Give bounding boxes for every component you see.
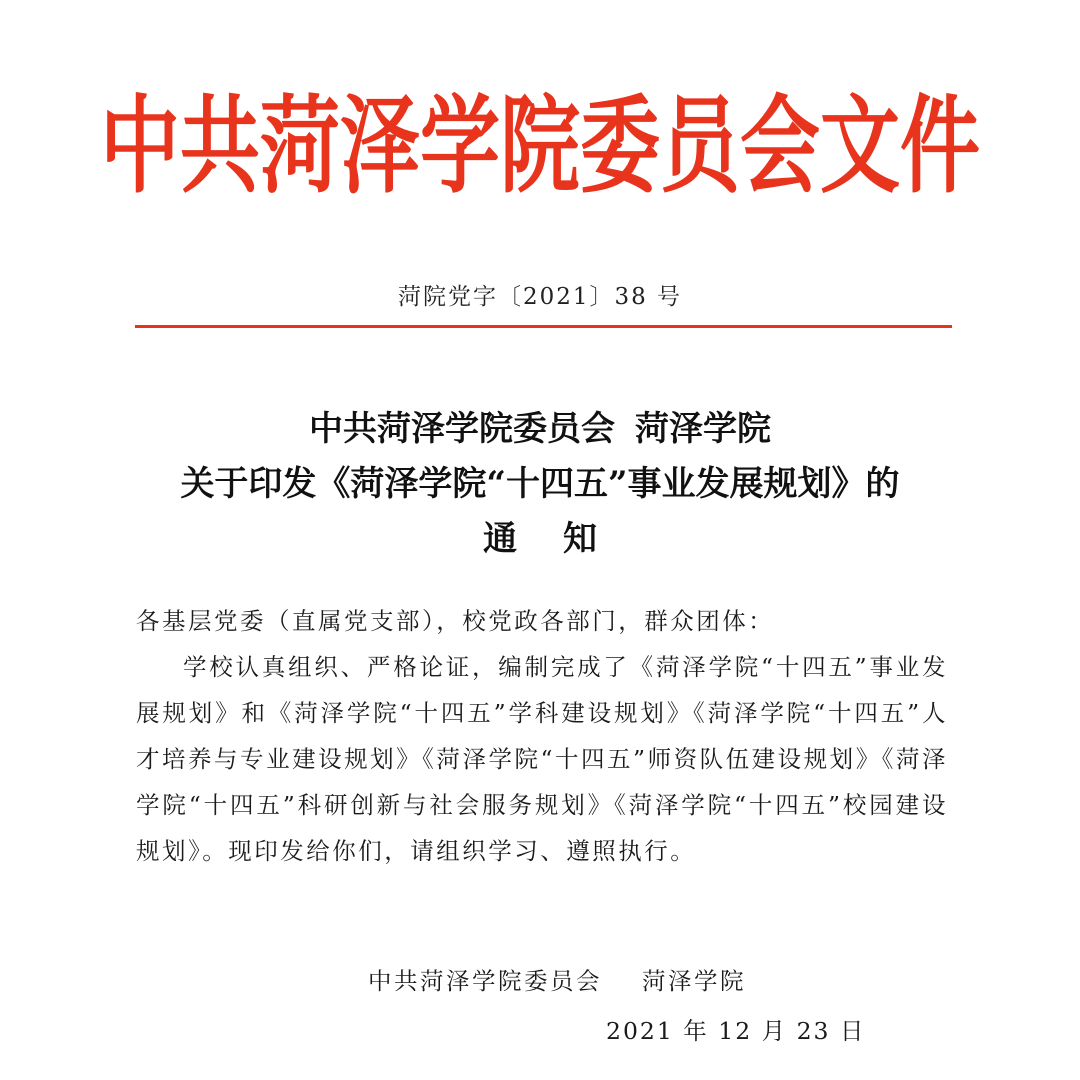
notice-title-char-1: 通 <box>483 519 517 559</box>
notice-title-line-1 <box>0 402 1080 457</box>
notice-body <box>136 598 948 874</box>
signature-block <box>368 962 746 996</box>
document-header-title: 中共菏泽学院委员会文件 <box>100 84 980 208</box>
signature-date: 2021 年 12 月 23 日 <box>606 1017 866 1045</box>
notice-title-char-2: 知 <box>563 519 597 559</box>
signature-org-1: 中共菏泽学院委员会 <box>368 967 602 995</box>
notice-title-line-2: 关于印发《菏泽学院“十四五”事业发展规划》的 <box>180 464 900 504</box>
notice-title-line-3 <box>0 512 1080 567</box>
signature-org-2: 菏泽学院 <box>642 967 746 995</box>
salutation: 各基层党委（直属党支部），校党政各部门，群众团体： <box>136 607 775 635</box>
notice-title <box>0 402 1080 567</box>
notice-title-issuer-2: 菏泽学院 <box>635 409 771 449</box>
notice-title-issuer-1: 中共菏泽学院委员会 <box>309 409 615 449</box>
document-number: 菏院党字〔2021〕38 号 <box>397 284 683 310</box>
red-divider-line <box>135 325 952 328</box>
body-paragraph: 学校认真组织、严格论证，编制完成了《菏泽学院“十四五”事业发展规划》和《菏泽学院“十四五”学科建设规划》《菏泽学院“十四五”人才培养与专业建设规划》《菏泽学院“十四五”师资队伍建设规划》《菏泽学院“十四五”科研创新与社会服务规划》《菏泽学院“十四五”校园建设规划》。现印发给你们，请组织学习、遵照执行。 <box>136 653 948 865</box>
